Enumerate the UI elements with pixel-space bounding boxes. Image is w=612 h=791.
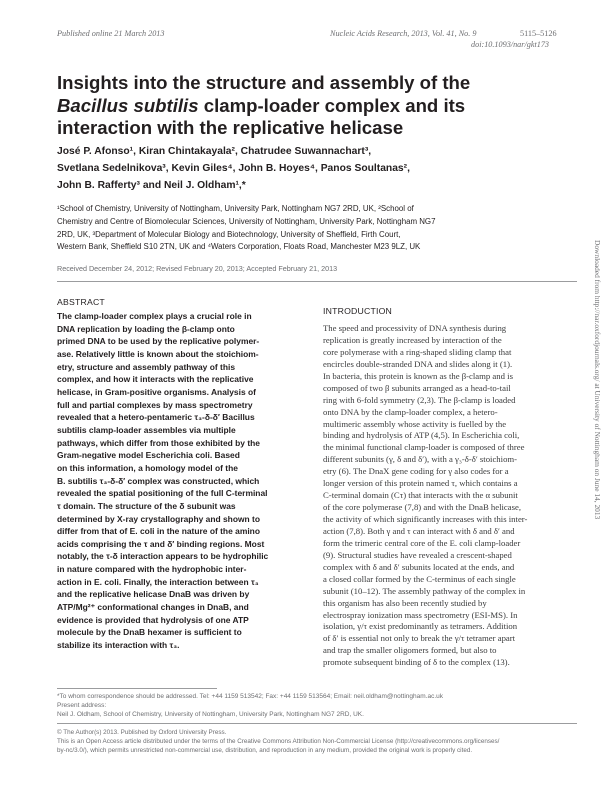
abstract-line: pathways, which differ from those exhibited by the [57,437,260,448]
intro-line: The speed and processivity of DNA synthesis during [323,323,507,333]
introduction-heading: INTRODUCTION [323,306,392,316]
intro-line: action (7,8). Both γ and τ can interact with δ and δ′ and [323,525,515,536]
intro-line: the activity of which significantly increases with this inter- [323,514,528,524]
abstract-body [57,310,307,652]
intro-line: ring with 6-fold symmetry (2,3). The β-clamp is loaded [323,394,516,405]
header-divider [57,281,577,282]
correspondence-line-3: Neil J. Oldham, School of Chemistry, University of Nottingham, University Park, Nottingham NG7 2RD, UK. [57,710,364,718]
abstract-line: complex, and how it interacts with the replicative [57,374,254,385]
correspondence-line-2: Present address: [57,701,107,709]
abstract-line: The clamp-loader complex plays a crucial role in [57,311,252,321]
intro-line: (9). Structural studies have revealed a crescent-shaped [323,549,512,560]
authors-line-3: John B. Rafferty³ and Neil J. Oldham¹,* [57,180,246,191]
author-list [57,143,537,194]
intro-line: subunit (10–12). The assembly pathway of the complex in [323,585,526,596]
abstract-line: DNA replication by loading the β-clamp onto [57,323,235,334]
intro-line: this organism has also been recently studied by [323,597,487,608]
published-date: Published online 21 March 2013 [57,29,165,38]
intro-line: core polymerase with a ring-shaped sliding clamp that [323,346,512,357]
title-line-2 [57,95,557,118]
intro-line: etry (6). The DnaX gene coding for γ also codes for a [323,466,509,477]
title-line-3: interaction with the replicative helicase [57,117,404,138]
intro-line: replication is greatly increased by interaction of the [323,334,502,345]
abstract-line: primed DNA to be used by the replicative polymer- [57,336,260,347]
download-watermark [590,240,604,670]
intro-line: C-terminal domain (Cτ) that interacts with the α subunit [323,490,518,501]
abstract-line: notably, the τ-δ interaction appears to be hydrophilic [57,551,269,562]
affiliation-line-3: 2RD, UK, ³Department of Molecular Biology and Biotechnology, University of Sheffield, Firth Court, [57,229,401,239]
affiliation-line-2: Chemistry and Centre of Biomolecular Sciences, University of Nottingham, University Park, Nottingham NG7 [57,216,436,226]
affiliation-line-1: ¹School of Chemistry, University of Nottingham, University Park, Nottingham NG7 2RD, UK, ²School of [57,204,414,213]
intro-line: a closed collar formed by the C-terminus of each single [323,573,516,584]
affiliations [57,203,577,254]
license-divider [57,723,577,724]
abstract-line: τ domain. The structure of the δ subunit was [57,500,236,511]
journal-citation: Nucleic Acids Research, 2013, Vol. 41, No. 9 [330,29,477,38]
intro-line: longer version of this protein named τ, which contains a [323,478,518,489]
intro-line: In bacteria, this protein is known as the β-clamp and is [323,370,513,381]
abstract-line: ase. Relatively little is known about the stoichiom- [57,348,259,359]
intro-line: multimeric assembly whose activity is fuelled by the [323,418,507,429]
footnote-divider [57,688,217,689]
abstract-line: revealed the spatial positioning of the full C-terminal [57,488,268,499]
abstract-line: revealed that a hetero-pentameric τ₃-δ-δ′ Bacillus [57,412,255,423]
abstract-line: Gram-negative model Escherichia coli. Based [57,450,240,461]
affiliation-line-4: Western Bank, Sheffield S10 2TN, UK and ⁴Waters Corporation, Floats Road, Manchester M23 9LZ, UK [57,242,421,252]
page-range: 5115–5126 [520,29,557,38]
abstract-line: and the replicative helicase DnaB was driven by [57,589,250,600]
abstract-line: helicase, in Gram-positive organisms. Analysis of [57,386,256,397]
intro-line: binding and hydrolysis of ATP (4,5). In Escherichia coli, [323,430,520,441]
abstract-line: etry, structure and assembly pathway of this [57,361,236,372]
correspondence-footnote [57,693,577,720]
abstract-line: ATP/Mg²⁺ conformational changes in DnaB, and [57,602,249,613]
title-species-name: Bacillus subtilis [57,94,199,116]
license-line-2: This is an Open Access article distributed under the terms of the Creative Commons Attribution Non-Commercial License (http://creativecommons.org/licenses/ [57,737,500,745]
authors-line-2: Svetlana Sedelnikova³, Kevin Giles⁴, John B. Hoyes⁴, Panos Soultanas², [57,163,410,174]
intro-line: the minimal functional clamp-loader is composed of three [323,442,525,453]
abstract-line: acids comprising the τ and δ′ binding regions. Most [57,538,265,549]
abstract-line: in nature compared with the hydrophobic inter- [57,564,247,575]
received-dates: Received December 24, 2012; Revised February 20, 2013; Accepted February 21, 2013 [57,264,338,273]
intro-line: onto DNA by the clamp-loader complex, a hetero- [323,406,498,417]
abstract-line: differ from that of E. coli in the nature of the amino [57,526,260,537]
abstract-line: action in E. coli. Finally, the interaction between τ₃ [57,576,259,587]
article-title [57,72,557,140]
correspondence-line-1: *To whom correspondence should be addressed. Tel: +44 1159 513542; Fax: +44 1159 513564; Email: neil.oldham@nottingham.ac.uk [57,693,444,700]
abstract-line: on this information, a homology model of the [57,462,238,473]
intro-line: composed of two β subunits arranged as a head-to-tail [323,382,511,393]
intro-line: form the trimeric central core of the E. coli clamp-loader [323,537,521,548]
intro-line: promote subsequent binding of δ to the complex (13). [323,657,510,668]
title-line-1: Insights into the structure and assembly of the [57,72,471,93]
intro-line: electrospray ionization mass spectrometry (ESI-MS). In [323,609,518,620]
license-line-3: by-nc/3.0/), which permits unrestricted non-commercial use, distribution, and reproduction in any medium, provided the original work is properly cited. [57,746,473,754]
abstract-line: molecule by the DnaB hexamer is sufficient to [57,627,242,638]
intro-line: different subunits (γ, δ and δ′), with a γ₃-δ-δ′ stoichiom- [323,454,518,465]
intro-line: and trap the smaller oligomers formed, but also to [323,645,497,656]
introduction-body [323,323,574,669]
abstract-line: stabilize its interaction with τ₃. [57,640,180,651]
intro-line: isolation, γ/τ exist predominantly as tetramers. Addition [323,621,518,632]
intro-line: of the core polymerase (7,8) and with the DnaB helicase, [323,502,522,513]
abstract-line: determined by X-ray crystallography and shown to [57,513,261,524]
abstract-line: B. subtilis τ₃-δ-δ′ complex was constructed, which [57,475,260,486]
download-watermark-text: Downloaded from http://nar.oxfordjournals.org/ at University of Nottingham on June 14, 2013 [593,240,602,520]
abstract-heading: ABSTRACT [57,297,105,307]
intro-line: complex with δ and δ′ subunits located at the ends, and [323,561,515,572]
license-line-1: © The Author(s) 2013. Published by Oxford University Press. [57,729,227,736]
abstract-line: subtilis clamp-loader assembles via multiple [57,424,236,435]
intro-line: of δ′ is essential not only to break the γ/τ tetramer apart [323,633,516,644]
license-notice [57,729,577,756]
doi: doi:10.1093/nar/gkt173 [471,40,550,49]
abstract-line: evidence is provided that hydrolysis of one ATP [57,614,249,625]
abstract-line: full and partial complexes by mass spectrometry [57,399,253,410]
title-line-2-rest: clamp-loader complex and its [198,94,466,116]
authors-line-1: José P. Afonso¹, Kiran Chintakayala², Chatrudee Suwannachart³, [57,146,372,157]
intro-line: encircles double-stranded DNA and slides along it (1). [323,358,513,369]
